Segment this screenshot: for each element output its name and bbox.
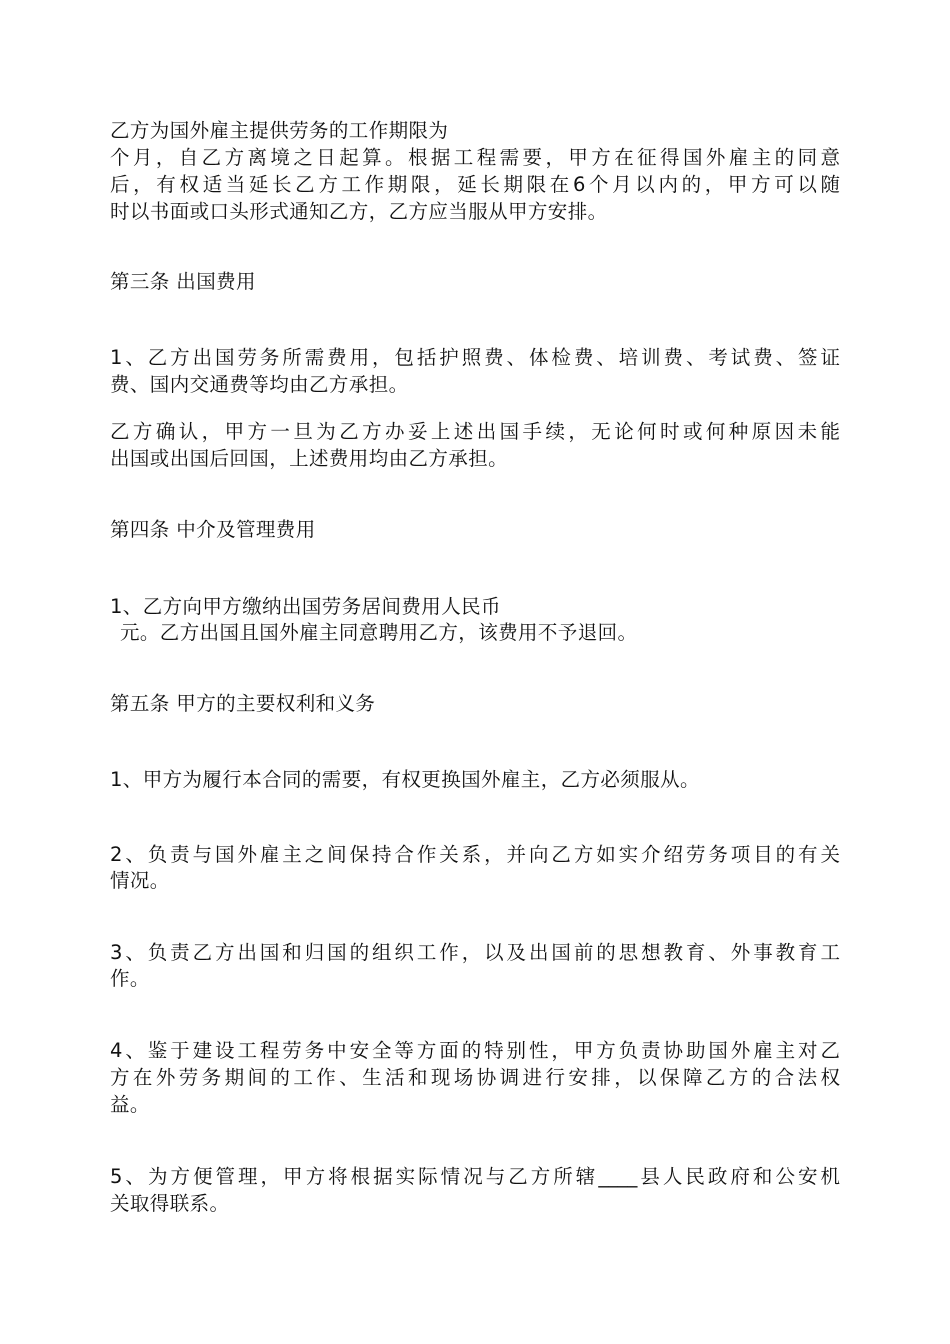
work-term-line-3: 后，有权适当延长乙方工作期限，延长期限在6个月以内的，甲方可以随 bbox=[110, 173, 840, 196]
article-5-item-1: 1、甲方为履行本合同的需要，有权更换国外雇主，乙方必须服从。 bbox=[110, 768, 700, 791]
article-5-item-4-line-2: 方在外劳务期间的工作、生活和现场协调进行安排，以保障乙方的合法权 bbox=[110, 1066, 840, 1089]
article-5-item-5-line-1: 5、为方便管理，甲方将根据实际情况与乙方所辖____县人民政府和公安机 bbox=[110, 1165, 840, 1188]
article-5-item-5-line-2: 关取得联系。 bbox=[110, 1192, 230, 1215]
article-4-heading: 第四条 中介及管理费用 bbox=[110, 518, 316, 541]
work-term-line-4: 时以书面或口头形式通知乙方，乙方应当服从甲方安排。 bbox=[110, 200, 608, 223]
article-3-item-1-line-1: 1、乙方出国劳务所需费用，包括护照费、体检费、培训费、考试费、签证 bbox=[110, 346, 840, 369]
article-5-heading: 第五条 甲方的主要权利和义务 bbox=[110, 692, 376, 715]
confirmation-line-1: 乙方确认，甲方一旦为乙方办妥上述出国手续，无论何时或何种原因未能 bbox=[110, 420, 840, 443]
article-5-item-4-line-1: 4、鉴于建设工程劳务中安全等方面的特别性，甲方负责协助国外雇主对乙 bbox=[110, 1039, 840, 1062]
article-3-heading: 第三条 出国费用 bbox=[110, 270, 256, 293]
article-3-item-1-line-2: 费、国内交通费等均由乙方承担。 bbox=[110, 373, 409, 396]
work-term-line-1: 乙方为国外雇主提供劳务的工作期限为 bbox=[110, 119, 449, 142]
article-5-item-4-line-3: 益。 bbox=[110, 1093, 150, 1116]
article-5-item-2-line-2: 情况。 bbox=[110, 869, 170, 892]
article-5-item-3-line-1: 3、负责乙方出国和归国的组织工作，以及出国前的思想教育、外事教育工 bbox=[110, 941, 840, 964]
confirmation-line-2: 出国或出国后回国，上述费用均由乙方承担。 bbox=[110, 447, 509, 470]
article-5-item-3-line-2: 作。 bbox=[110, 967, 150, 990]
article-4-item-1-line-2: 元。乙方出国且国外雇主同意聘用乙方，该费用不予退回。 bbox=[120, 621, 638, 644]
article-4-item-1-line-1: 1、乙方向甲方缴纳出国劳务居间费用人民币 bbox=[110, 595, 501, 618]
article-5-item-2-line-1: 2、负责与国外雇主之间保持合作关系，并向乙方如实介绍劳务项目的有关 bbox=[110, 843, 840, 866]
work-term-line-2: 个月，自乙方离境之日起算。根据工程需要，甲方在征得国外雇主的同意 bbox=[110, 146, 840, 169]
